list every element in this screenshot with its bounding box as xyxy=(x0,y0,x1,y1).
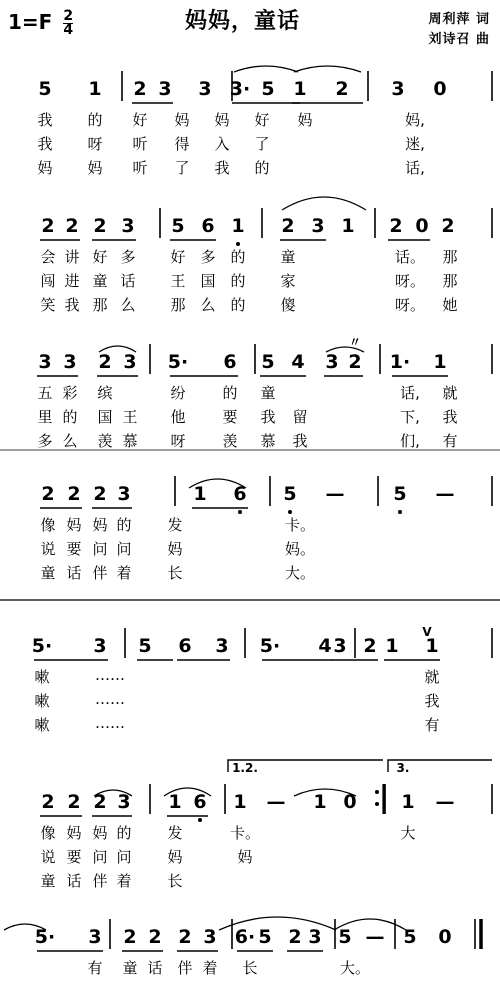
lyric-char: 那 xyxy=(442,272,458,290)
lyric-char: 彩 xyxy=(62,384,78,402)
lyric-char: 问 xyxy=(92,848,108,866)
lyric-char: 嗽 xyxy=(34,716,50,734)
lyric-char: 羡 xyxy=(97,432,113,450)
note: 4 xyxy=(318,635,332,657)
lyric-char: 入 xyxy=(214,135,230,153)
lyric-char: 妈 xyxy=(174,111,190,129)
lyric-char: 我 xyxy=(424,692,440,710)
lyric-char: 嗽 xyxy=(34,692,50,710)
lyric-char: 么 xyxy=(200,296,216,314)
lyric-char: 妈 xyxy=(214,111,230,129)
lyric-char: 王 xyxy=(122,408,138,426)
lyric-char: 了 xyxy=(174,159,190,177)
note: 5 xyxy=(171,215,185,237)
note: 2 xyxy=(441,215,455,237)
lyric-char: 着 xyxy=(116,564,132,582)
lyric-char: 国 xyxy=(97,408,113,426)
lyric-char: 要 xyxy=(66,848,82,866)
lyric-char: 说 xyxy=(40,540,56,558)
lyric-char: 羡 xyxy=(222,432,238,450)
note: 2 xyxy=(41,483,55,505)
note: 0 xyxy=(415,215,429,237)
lyric-char: 伴 xyxy=(92,564,108,582)
lyric-char: 里 xyxy=(37,408,53,426)
lyric-char: 纷 xyxy=(170,384,186,402)
lyric-char: 话。 xyxy=(394,248,426,266)
note: 2 xyxy=(41,215,55,237)
note: 1 xyxy=(231,215,245,237)
lyric-line xyxy=(0,270,500,290)
lyric-char: 长 xyxy=(242,959,258,977)
note: 3 xyxy=(158,78,172,100)
note: 1 xyxy=(193,483,207,505)
lyric-char: 着 xyxy=(116,872,132,890)
note: 5 xyxy=(403,926,417,948)
note: 2 xyxy=(133,78,147,100)
lyric-line xyxy=(0,666,500,686)
note: 3 xyxy=(391,78,405,100)
note: 1 xyxy=(293,78,307,100)
lyric-char: 留 xyxy=(292,408,308,426)
note: 2 xyxy=(348,351,362,373)
lyric-char: 我 xyxy=(214,159,230,177)
lyric-char: 她 xyxy=(442,296,458,314)
note: 5 xyxy=(38,78,52,100)
lyric-char: 下, xyxy=(400,408,420,426)
time-top: 2 xyxy=(63,8,74,24)
volta-label: 1.2. xyxy=(232,761,258,775)
lyric-char: 妈 xyxy=(87,159,103,177)
note: 2 xyxy=(389,215,403,237)
lyric-line xyxy=(0,246,500,266)
note: 2 xyxy=(67,791,81,813)
lyric-line xyxy=(0,690,500,710)
note: 3 xyxy=(203,926,217,948)
breath-mark: V xyxy=(422,625,432,639)
lyric-char: 卡。 xyxy=(229,824,261,842)
lyric-char: …… xyxy=(95,690,125,708)
lyric-char: 那 xyxy=(442,248,458,266)
note: — xyxy=(365,926,385,948)
lyric-line xyxy=(0,133,500,153)
lyric-char: 的 xyxy=(62,408,78,426)
note: 3 xyxy=(215,635,229,657)
lyric-char: 发 xyxy=(167,824,183,842)
lyric-char: 多 xyxy=(120,248,136,266)
lyric-char: 童 xyxy=(92,272,108,290)
lyric-char: 的 xyxy=(87,111,103,129)
slur xyxy=(282,197,366,210)
note: 5 xyxy=(138,635,152,657)
lyric-char: 讲 xyxy=(64,248,80,266)
lyric-char: 呀。 xyxy=(394,272,426,290)
note: 3 xyxy=(117,483,131,505)
note: 1· xyxy=(389,351,411,373)
lyric-char: 好 xyxy=(254,111,270,129)
lyric-char: 迷, xyxy=(405,135,425,153)
note: 3 xyxy=(121,215,135,237)
lyric-char: 的 xyxy=(116,516,132,534)
note: 2 xyxy=(93,483,107,505)
composer-credit: 刘诗召 曲 xyxy=(428,32,490,47)
lyric-char: 问 xyxy=(116,848,132,866)
lyric-char: 伴 xyxy=(177,959,193,977)
lyric-char: 那 xyxy=(92,296,108,314)
lyric-line xyxy=(0,562,500,582)
ornament-mark: 〃 xyxy=(348,335,362,349)
lyric-char: 要 xyxy=(222,408,238,426)
lyric-char: 妈 xyxy=(297,111,313,129)
lyric-char: 童 xyxy=(280,248,296,266)
note: 1 xyxy=(401,791,415,813)
lyric-char: 伴 xyxy=(92,872,108,890)
note: 5 xyxy=(283,483,297,505)
lyric-char: 发 xyxy=(167,516,183,534)
note: 5· xyxy=(34,926,56,948)
lyric-char: 了 xyxy=(254,135,270,153)
lyric-line xyxy=(0,822,500,842)
lyricist-credit: 周利萍 词 xyxy=(428,12,490,27)
note: 5 xyxy=(338,926,352,948)
slur xyxy=(294,66,361,72)
lyric-char: 王 xyxy=(170,272,186,290)
lyric-char: 有 xyxy=(442,432,458,450)
lyric-char: 得 xyxy=(174,135,190,153)
note: 5· xyxy=(31,635,53,657)
lyric-char: 妈 xyxy=(66,516,82,534)
lyric-char: 我 xyxy=(64,296,80,314)
lyric-char: 话 xyxy=(66,564,82,582)
lyric-line xyxy=(0,382,500,402)
lyric-char: 笑 xyxy=(40,296,56,314)
lyric-char: 慕 xyxy=(122,432,138,450)
note: 2 xyxy=(288,926,302,948)
lyric-char: 妈 xyxy=(237,848,253,866)
note: 5 xyxy=(393,483,407,505)
note: 2 xyxy=(335,78,349,100)
lyric-char: 进 xyxy=(64,272,80,290)
song-title: 妈妈，童话 xyxy=(185,9,301,34)
lyric-char: 家 xyxy=(280,272,296,290)
lyric-char: 要 xyxy=(66,540,82,558)
lyric-char: 卡。 xyxy=(284,516,316,534)
lyric-char: 么 xyxy=(62,432,78,450)
lyric-char: 好 xyxy=(92,248,108,266)
lyric-char: 的 xyxy=(230,248,246,266)
note: — xyxy=(435,483,455,505)
note: 3 xyxy=(63,351,77,373)
lyric-char: 呀 xyxy=(87,135,103,153)
note: 1 xyxy=(168,791,182,813)
note: 2 xyxy=(123,926,137,948)
lyric-char: 呀。 xyxy=(394,296,426,314)
note: 1 xyxy=(425,635,439,657)
note: 6 xyxy=(233,483,247,505)
lyric-char: 话 xyxy=(147,959,163,977)
note: — xyxy=(325,483,345,505)
note: 3· xyxy=(229,78,251,100)
lyric-char: 妈。 xyxy=(284,540,316,558)
lyric-char: 有 xyxy=(424,716,440,734)
lyric-char: 五 xyxy=(37,384,53,402)
lyric-line xyxy=(0,846,500,866)
lyric-line xyxy=(0,109,500,129)
lyric-char: 我 xyxy=(442,408,458,426)
lyric-line xyxy=(0,714,500,734)
note: 6 xyxy=(201,215,215,237)
note: 1 xyxy=(313,791,327,813)
note: 5 xyxy=(261,78,275,100)
lyric-char: 大 xyxy=(400,824,416,842)
lyric-char: 话 xyxy=(120,272,136,290)
lyric-line xyxy=(0,157,500,177)
note: 1 xyxy=(433,351,447,373)
lyric-line xyxy=(0,430,500,450)
lyric-char: 大。 xyxy=(284,564,316,582)
note: 0 xyxy=(343,791,357,813)
lyric-line xyxy=(0,957,500,977)
lyric-char: …… xyxy=(95,714,125,732)
note: 2 xyxy=(93,791,107,813)
note: 3 xyxy=(308,926,322,948)
lyric-char: 闯 xyxy=(40,272,56,290)
lyric-char: 长 xyxy=(167,564,183,582)
lyric-char: 的 xyxy=(230,296,246,314)
note: 2 xyxy=(65,215,79,237)
lyric-char: 童 xyxy=(122,959,138,977)
lyric-char: 我 xyxy=(37,111,53,129)
note: 2 xyxy=(363,635,377,657)
lyric-char: 妈 xyxy=(167,848,183,866)
note: 4 xyxy=(291,351,305,373)
repeat-dot xyxy=(375,802,379,806)
slur xyxy=(234,66,298,72)
lyric-char: 妈 xyxy=(92,516,108,534)
time-bottom: 4 xyxy=(63,22,74,38)
note: 3 xyxy=(88,926,102,948)
note: 2 xyxy=(178,926,192,948)
note: 3 xyxy=(123,351,137,373)
note: 5 xyxy=(258,926,272,948)
lyric-char: 话, xyxy=(405,159,425,177)
lyric-char: 慕 xyxy=(260,432,276,450)
lyric-char: 我 xyxy=(260,408,276,426)
note: 1 xyxy=(88,78,102,100)
repeat-dot xyxy=(375,790,379,794)
note: 5· xyxy=(259,635,281,657)
lyric-char: 话 xyxy=(66,872,82,890)
lyric-char: 嗽 xyxy=(34,668,50,686)
lyric-line xyxy=(0,538,500,558)
note: 3 xyxy=(311,215,325,237)
lyric-char: 话, xyxy=(400,384,420,402)
note: 3 xyxy=(325,351,339,373)
lyric-char: 呀 xyxy=(170,432,186,450)
note: 2 xyxy=(93,215,107,237)
note: — xyxy=(266,791,286,813)
lyric-char: 有 xyxy=(87,959,103,977)
lyric-char: 大。 xyxy=(339,959,371,977)
note: 0 xyxy=(438,926,452,948)
lyric-char: 多 xyxy=(200,248,216,266)
lyric-char: 童 xyxy=(260,384,276,402)
lyric-char: 就 xyxy=(424,668,440,686)
note: 0 xyxy=(433,78,447,100)
lyric-char: 妈 xyxy=(92,824,108,842)
key-label: 1=F xyxy=(8,10,53,34)
note: 6 xyxy=(193,791,207,813)
lyric-char: 就 xyxy=(442,384,458,402)
note: 1 xyxy=(385,635,399,657)
lyric-char: 像 xyxy=(40,516,56,534)
lyric-char: 像 xyxy=(40,824,56,842)
lyric-line xyxy=(0,406,500,426)
note: 3 xyxy=(93,635,107,657)
lyric-char: 问 xyxy=(92,540,108,558)
note: — xyxy=(435,791,455,813)
note: 6 xyxy=(223,351,237,373)
note: 6 xyxy=(178,635,192,657)
note: 3 xyxy=(38,351,52,373)
lyric-char: 童 xyxy=(40,564,56,582)
lyric-char: 妈, xyxy=(405,111,425,129)
lyric-char: 那 xyxy=(170,296,186,314)
lyric-char: 说 xyxy=(40,848,56,866)
lyric-char: 他 xyxy=(170,408,186,426)
note: 2 xyxy=(41,791,55,813)
lyric-char: 听 xyxy=(132,135,148,153)
lyric-char: 的 xyxy=(254,159,270,177)
lyric-char: 好 xyxy=(132,111,148,129)
note: 6· xyxy=(234,926,256,948)
note: 3 xyxy=(117,791,131,813)
lyric-char: 傻 xyxy=(280,296,296,314)
note: 5· xyxy=(167,351,189,373)
lyric-char: 我 xyxy=(292,432,308,450)
lyric-char: 妈 xyxy=(167,540,183,558)
note: 1 xyxy=(341,215,355,237)
lyric-char: …… xyxy=(95,666,125,684)
note: 3 xyxy=(333,635,347,657)
lyric-char: 多 xyxy=(37,432,53,450)
lyric-char: 着 xyxy=(202,959,218,977)
lyric-char: 听 xyxy=(132,159,148,177)
lyric-char: 么 xyxy=(120,296,136,314)
note: 1 xyxy=(233,791,247,813)
lyric-line xyxy=(0,514,500,534)
note: 2 xyxy=(98,351,112,373)
lyric-char: 问 xyxy=(116,540,132,558)
lyric-char: 童 xyxy=(40,872,56,890)
lyric-char: 长 xyxy=(167,872,183,890)
lyric-char: 的 xyxy=(230,272,246,290)
lyric-char: 的 xyxy=(222,384,238,402)
lyric-char: 国 xyxy=(200,272,216,290)
volta-label: 3. xyxy=(396,761,410,775)
lyric-char: 我 xyxy=(37,135,53,153)
lyric-char: 好 xyxy=(170,248,186,266)
lyric-char: 妈 xyxy=(66,824,82,842)
note: 5 xyxy=(261,351,275,373)
note: 3 xyxy=(198,78,212,100)
note: 2 xyxy=(67,483,81,505)
lyric-line xyxy=(0,870,500,890)
lyric-char: 缤 xyxy=(97,384,113,402)
lyric-char: 的 xyxy=(116,824,132,842)
lyric-char: 会 xyxy=(40,248,56,266)
note: 2 xyxy=(281,215,295,237)
lyric-char: 们, xyxy=(400,432,420,450)
lyric-line xyxy=(0,294,500,314)
note: 2 xyxy=(148,926,162,948)
lyric-char: 妈 xyxy=(37,159,53,177)
